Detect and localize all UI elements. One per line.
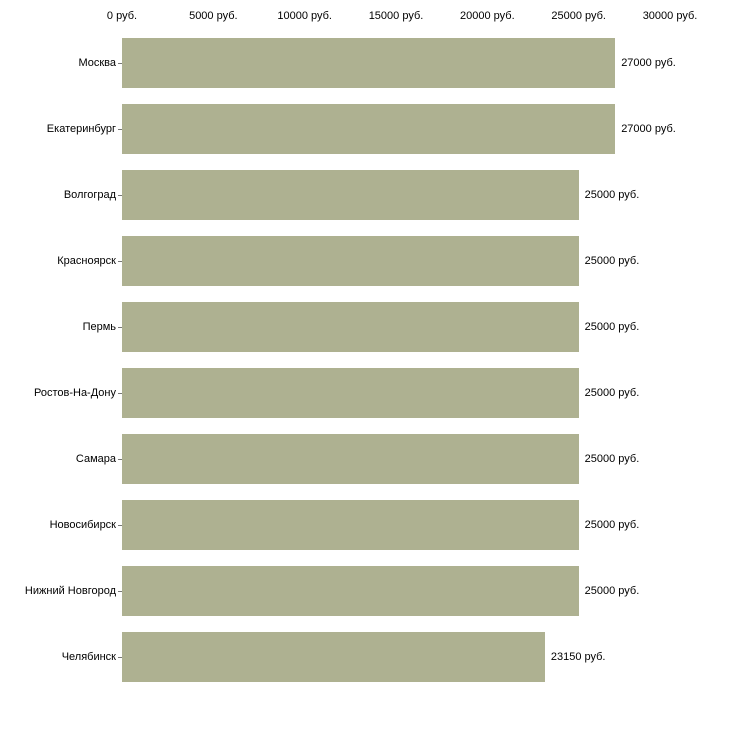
- category-label: Волгоград: [63, 189, 116, 201]
- bar[interactable]: [122, 170, 579, 220]
- y-axis-category-labels: [0, 30, 122, 690]
- category-label: Красноярск: [57, 255, 116, 267]
- category-row: [0, 170, 122, 220]
- x-tick-label: 30000 руб.: [642, 10, 698, 22]
- x-tick-label: 0 руб.: [106, 10, 138, 22]
- bar[interactable]: [122, 104, 615, 154]
- category-row: [0, 104, 122, 154]
- category-label: Самара: [75, 453, 116, 465]
- category-label: Ростов-На-Дону: [33, 387, 116, 399]
- x-tick-label: 10000 руб.: [277, 10, 332, 22]
- bar-row[interactable]: [122, 38, 676, 88]
- category-row: [0, 566, 122, 616]
- bar-row[interactable]: [122, 302, 670, 352]
- bar-value-label: 25000 руб.: [584, 189, 640, 201]
- bar[interactable]: [122, 302, 579, 352]
- bar-row[interactable]: [122, 236, 670, 286]
- category-row: [0, 302, 122, 352]
- bar[interactable]: [122, 434, 579, 484]
- category-row: [0, 500, 122, 550]
- bar-value-label: 27000 руб.: [621, 123, 676, 135]
- bar-value-label: 25000 руб.: [584, 387, 640, 399]
- bar-value-label: 25000 руб.: [584, 321, 640, 333]
- category-label: Нижний Новгород: [24, 585, 116, 597]
- bar-row[interactable]: [122, 500, 670, 550]
- bar-row[interactable]: [122, 632, 670, 682]
- bar-row[interactable]: [122, 170, 670, 220]
- bar-value-label: 23150 руб.: [550, 651, 606, 663]
- bar-value-label: 25000 руб.: [584, 519, 640, 531]
- category-row: [0, 632, 122, 682]
- bar[interactable]: [122, 632, 545, 682]
- x-tick-label: 15000 руб.: [368, 10, 424, 22]
- bar[interactable]: [122, 368, 579, 418]
- category-row: [0, 38, 122, 88]
- bar-value-label: 25000 руб.: [584, 255, 640, 267]
- bar[interactable]: [122, 566, 579, 616]
- category-label: Пермь: [82, 321, 116, 333]
- bar-value-label: 27000 руб.: [621, 57, 676, 69]
- x-tick-label: 5000 руб.: [189, 10, 238, 22]
- category-row: [0, 434, 122, 484]
- bar[interactable]: [122, 236, 579, 286]
- bar-row[interactable]: [122, 434, 670, 484]
- bar-value-label: 25000 руб.: [584, 585, 640, 597]
- category-label: Челябинск: [61, 651, 116, 663]
- category-row: [0, 368, 122, 418]
- category-row: [0, 236, 122, 286]
- x-axis: [0, 0, 730, 30]
- x-tick-label: 25000 руб.: [551, 10, 606, 22]
- x-tick-label: 20000 руб.: [460, 10, 515, 22]
- bar-row[interactable]: [122, 104, 676, 154]
- bar-row[interactable]: [122, 566, 670, 616]
- category-label: Москва: [78, 57, 116, 69]
- bar-value-label: 25000 руб.: [584, 453, 640, 465]
- plot-area: [122, 30, 676, 690]
- category-label: Новосибирск: [49, 519, 116, 531]
- bar-row[interactable]: [122, 368, 670, 418]
- bar[interactable]: [122, 500, 579, 550]
- bar[interactable]: [122, 38, 615, 88]
- category-label: Екатеринбург: [46, 123, 116, 135]
